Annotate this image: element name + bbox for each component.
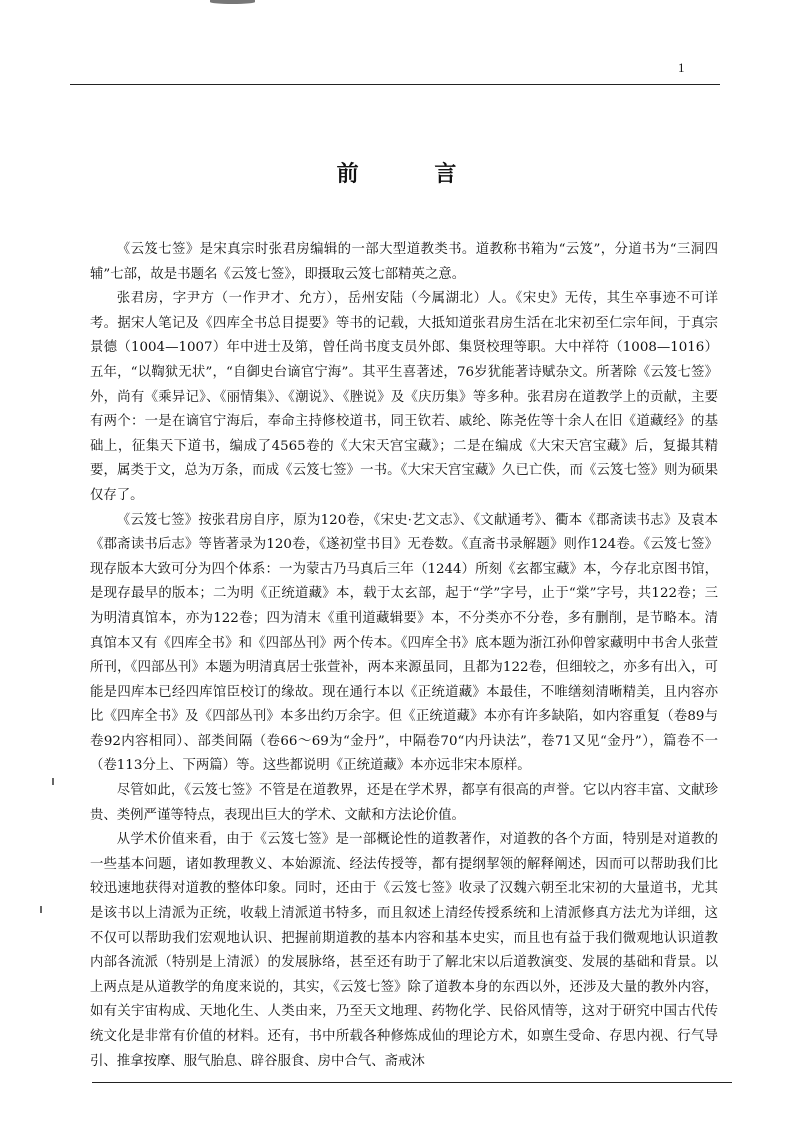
page-title: 前 言	[336, 162, 491, 187]
paragraph: 《云笈七签》按张君房自序，原为120卷，《宋史·艺文志》、《文献通考》、衢本《郡斋读书志》及袁本《郡斋读书后志》等皆著录为120卷，《遂初堂书目》无卷数。《直斋书录解题》则作124卷。《云笈七签》现存版本大致可分为四个体系：一为蒙古乃马真后三年（1244）所刻《玄都宝藏》本，今存北京图书馆，是现存最早的版本；二为明《正统道藏》本，载于太玄部，起于“学”字号，止于“棠”字号，共122卷；三为明清真馆本，亦为122卷；四为清末《重刊道藏辑要》本，不分类亦不分卷，多有删削，是节略本。清真馆本又有《四库全书》和《四部丛刊》两个传本。《四库全书》底本题为浙江孙仰曾家藏明中书舍人张萱所刊，《四部丛刊》本题为明清真居士张萱补，两本来源虽同，且都为122卷，但细较之，亦多有出入，可能是四库本已经四库馆臣校订的缘故。现在通行本以《正统道藏》本最佳，不唯缮刻清晰精美，且内容亦比《四库全书》及《四部丛刊》本多出约万余字。但《正统道藏》本亦有许多缺陷，如内容重复（卷89与卷92内容相同）、部类间隔（卷66～69为“金丹”，中隔卷70“内丹诀法”，卷71又见“金丹”），篇卷不一（卷113分上、下两篇）等。这些都说明《正统道藏》本亦远非宋本原样。	[90, 512, 718, 774]
paragraph: 从学术价值来看，由于《云笈七签》是一部概论性的道教著作，对道教的各个方面，特别是对道教的一些基本问题，诸如教理教义、本始源流、经法传授等，都有提纲挈领的解释阐述，因而可以帮助我们比较迅速地获得对道教的整体印象。同时，还由于《云笈七签》收录了汉魏六朝至北宋初的大量道书，尤其是该书以上清派为正统，收载上清派道书特多，而且叙述上清经传授系统和上清派修真方法尤为详细，这不仅可以帮助我们宏观地认识、把握前期道教的基本内容和基本史实，而且也有益于我们微观地认识道教内部各流派（特别是上清派）的发展脉络，甚至还有助于了解北宋以后道教演变、发展的基础和背景。以上两点是从道教学的角度来说的，其实，《云笈七签》除了道教本身的东西以外，还涉及大量的教外内容，如有关宇宙构成、天地化生、人类由来，乃至天文地理、药物化学、民俗风情等，这对于研究中国古代传统文化是非常有价值的材料。还有，书中所载各种修炼成仙的理论方术，如禀生受命、存思内视、行气导引、推拿按摩、服气胎息、辟谷服食、房中合气、斋戒沐	[90, 832, 718, 1069]
page-number: 1	[678, 60, 685, 75]
body-text	[90, 238, 718, 1074]
paragraph: 尽管如此，《云笈七签》不管是在道教界，还是在学术界，都享有很高的声誉。它以内容丰富、文献珍贵、类例严谨等特点，表现出巨大的学术、文献和方法论价值。	[90, 783, 718, 823]
scan-artifact-dot	[52, 778, 54, 785]
scan-artifact-top	[210, 0, 255, 4]
footer-rule	[92, 1082, 732, 1083]
paragraph: 张君房，字尹方（一作尹才、允方），岳州安陆（今属湖北）人。《宋史》无传，其生卒事迹不可详考。据宋人笔记及《四库全书总目提要》等书的记载，大抵知道张君房生活在北宋初至仁宗年间，于真宗景德（1004—1007）年中进士及第，曾任尚书度支员外郎、集贤校理等职。大中祥符（1008—1016）五年，“以鞫狱无状”，“自御史台谪官宁海”。其平生喜著述，76岁犹能著诗赋杂文。所著除《云笈七签》外，尚有《乘异记》、《丽情集》、《潮说》、《脞说》及《庆历集》等多种。张君房在道教学上的贡献，主要有两个：一是在谪官宁海后，奉命主持修校道书，同王钦若、戚纶、陈尧佐等十余人在旧《道藏经》的基础上，征集天下道书，编成了4565卷的《大宋天宫宝藏》；二是在编成《大宋天宫宝藏》后，复撮其精要，属类于文，总为万条，而成《云笈七签》一书。《大宋天宫宝藏》久已亡佚，而《云笈七签》则为硕果仅存了。	[90, 291, 718, 503]
paragraph: 《云笈七签》是宋真宗时张君房编辑的一部大型道教类书。道教称书箱为“云笈”，分道书为“三洞四辅”七部，故是书题名《云笈七签》，即摄取云笈七部精英之意。	[90, 242, 718, 282]
header-rule	[70, 84, 720, 85]
scan-artifact-dot	[40, 906, 42, 913]
